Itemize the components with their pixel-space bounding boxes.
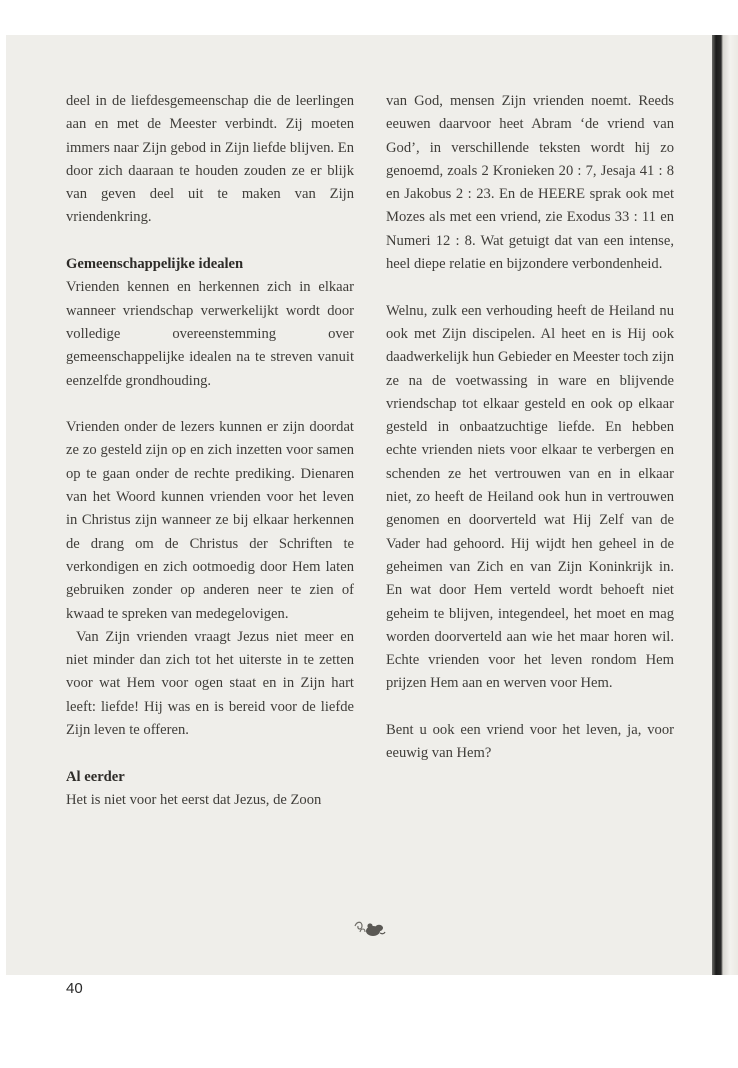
paragraph: Van Zijn vrienden vraagt Jezus niet meer en niet minder dan zich tot het uiterste in te zetten voor wat Hem voor ogen staat en in Zijn hart leeft: liefde! Hij was en is bereid voor de liefde Zijn leven te offeren. [66,628,354,739]
right-column [386,90,674,766]
paragraph: Vrienden kennen en herkennen zich in elkaar wanneer vriendschap verwerkelijkt wordt door volledige overeenstemming over gemeenschappelijke idealen na te streven vanuit eenzelfde grondhouding. [66,279,354,389]
book-spine [712,35,738,975]
paragraph: Welnu, zulk een verhouding heeft de Heiland nu ook met Zijn discipelen. Al heet en is Hij ook daadwerkelijk hun Gebieder en Meester toch zijn ze na de voetwassing in ware en blijvende vriendschap tot elkaar gesteld en ook op elkaar gesteld in onbaatzuchtige liefde. En hebben echte vrienden niets voor elkaar te verbergen en schenden ze het vertrouwen van en in elkaar niet, zo heeft de Heiland ook hun in vertrouwen genomen en doorverteld wat Hij Zelf van de Vader had gehoord. Hij wijdt hen geheel in de geheimen van Zich en van Zijn Koninkrijk in. En wat door Hem verteld wordt behoeft niet geheim te blijven, integendeel, het moet en mag worden doorverteld aan wie het maar horen wil. Echte vrienden voor het leven rondom Hem prijzen Hem aan en werven voor Hem. [386,302,674,692]
section-heading: Gemeenschappelijke idealen [66,256,244,273]
paragraph: van God, mensen Zijn vrienden noemt. Reeds eeuwen daarvoor heet Abram ‘de vriend van God’, in verschillende teksten wordt hij zo genoemd, zoals 2 Kronieken 20 : 7, Jesaja 41 : 8 en Jakobus 2 : 23. En de HEERE sprak ook met Mozes als met een vriend, zie Exodus 33 : 11 en Numeri 12 : 8. Wat getuigt dat van een intense, heel diepe relatie en bijzondere verbondenheid. [386,93,674,273]
paragraph: deel in de liefdesgemeenschap die de leerlingen aan en met de Meester verbindt. Zij moeten immers naar Zijn gebod in Zijn liefde blijven. En door zich daaraan te houden zouden ze er blijk van geven deel uit te maken van Zijn vriendenkring. [66,93,354,226]
paragraph: Vrienden onder de lezers kunnen er zijn doordat ze zo gesteld zijn op en zich inzetten voor samen op te gaan onder de rechte prediking. Dienaren van het Woord kunnen vrienden voor het leven in Christus zijn wanneer ze bij elkaar herkennen de drang om de Christus der Schriften te verkondigen en zich ootmoedig door Hem laten gebruiken zonder op anderen neer te zien of kwaad te spreken van medegelovigen. [66,419,354,622]
section-heading: Al eerder [66,768,125,785]
ornament-icon [351,917,387,939]
left-column [66,90,354,812]
paragraph: Bent u ook een vriend voor het leven, ja, voor eeuwig van Hem? [386,722,674,762]
paragraph: Het is niet voor het eerst dat Jezus, de Zoon [66,791,322,808]
page-number: 40 [66,980,83,997]
